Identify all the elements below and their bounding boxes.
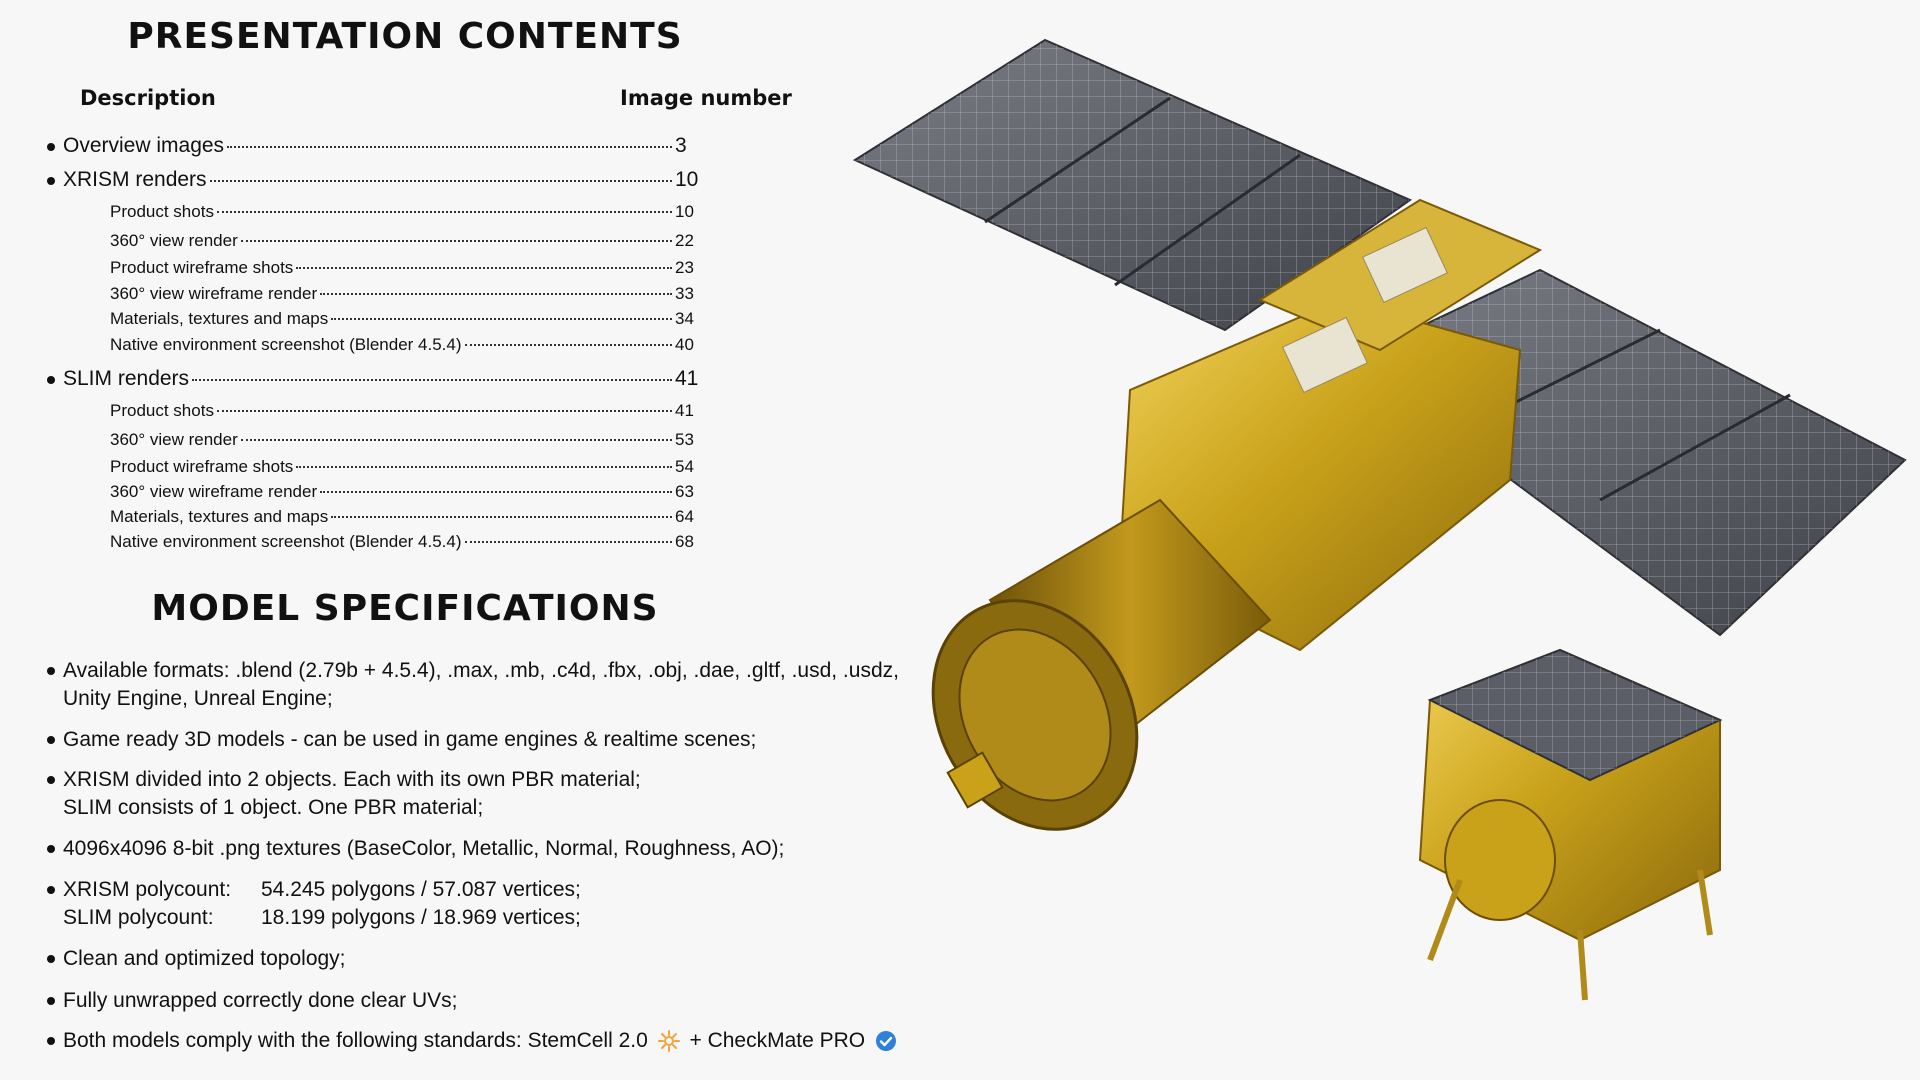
spec-text: Both models comply with the following standards: StemCell 2.0: [63, 1029, 648, 1052]
toc-number: 41: [675, 401, 694, 420]
polycount-row-xrism: [47, 876, 897, 904]
toc-label: SLIM renders: [63, 367, 190, 390]
spec-text: XRISM divided into 2 objects. Each with its own PBR material;: [63, 768, 641, 791]
dotted-leader: [241, 240, 672, 242]
toc-number: 22: [675, 231, 694, 250]
toc-label: Product wireframe shots: [110, 457, 294, 476]
toc-subitem: [110, 430, 701, 450]
dotted-leader: [217, 211, 672, 213]
contents-title: PRESENTATION CONTENTS: [127, 16, 683, 57]
toc-number: 10: [675, 168, 699, 191]
spec-text: Game ready 3D models - can be used in game engines & realtime scenes;: [63, 728, 757, 751]
dotted-leader: [320, 491, 672, 493]
bullet-icon: [47, 736, 55, 744]
image-number-column-header: Image number: [620, 86, 792, 110]
toc-subitem: [110, 258, 701, 278]
toc-number: 33: [675, 284, 694, 303]
toc-label: 360° view render: [110, 430, 238, 449]
toc-label: 360° view wireframe render: [110, 284, 318, 303]
dotted-leader: [296, 466, 672, 468]
spec-game-ready: [47, 726, 897, 754]
toc-number: 34: [675, 309, 694, 328]
bullet-icon: [47, 667, 55, 675]
spec-text: Available formats: .blend (2.79b + 4.5.4), .max, .mb, .c4d, .fbx, .obj, .dae, .gltf, .usd, .usdz,: [63, 659, 899, 682]
toc-subitem: [110, 457, 701, 477]
spec-text: 4096x4096 8-bit .png textures (BaseColor, Metallic, Normal, Roughness, AO);: [63, 837, 785, 860]
toc-number: 68: [675, 532, 694, 551]
spec-objects: [47, 766, 897, 822]
toc-label: Overview images: [63, 134, 225, 157]
polycount-value: 18.199 polygons / 18.969 vertices;: [261, 906, 581, 929]
spec-text: Fully unwrapped correctly done clear UVs;: [63, 989, 458, 1012]
toc-label: Native environment screenshot (Blender 4.5.4): [110, 532, 462, 551]
polycount-row-slim: [47, 904, 897, 932]
toc-label: Product shots: [110, 202, 214, 221]
polycount-label: SLIM polycount:: [63, 906, 214, 929]
toc-label: Product wireframe shots: [110, 258, 294, 277]
spec-textures: [47, 835, 897, 863]
dotted-leader: [465, 541, 672, 543]
polycount-value: 54.245 polygons / 57.087 vertices;: [261, 878, 581, 901]
spec-uvs: [47, 987, 897, 1015]
toc-label: 360° view render: [110, 231, 238, 250]
toc-number: 41: [675, 367, 699, 390]
bullet-icon: [47, 955, 55, 963]
dotted-leader: [320, 293, 672, 295]
dotted-leader: [217, 410, 672, 412]
satellite-render-illustration: [830, 0, 1920, 1080]
dotted-leader: [227, 146, 672, 148]
toc-item-xrism-renders: [47, 168, 701, 192]
dotted-leader: [465, 344, 672, 346]
spec-formats: [47, 657, 897, 713]
toc-label: Materials, textures and maps: [110, 309, 329, 328]
toc-subitem: [110, 309, 701, 329]
bullet-icon: [47, 1037, 55, 1045]
spec-text: + CheckMate PRO: [689, 1029, 866, 1052]
polycount-label: XRISM polycount:: [63, 878, 232, 901]
stemcell-icon: [658, 1030, 680, 1052]
toc-label: XRISM renders: [63, 168, 207, 191]
spec-standards-line: [47, 1027, 897, 1055]
toc-number: 53: [675, 430, 694, 449]
description-column-header: Description: [80, 86, 216, 110]
bullet-icon: [47, 845, 55, 853]
toc-subitem: [110, 532, 701, 552]
toc-subitem: [110, 231, 701, 251]
toc-number: 40: [675, 335, 694, 354]
toc-subitem: [110, 401, 701, 421]
specifications-title: MODEL SPECIFICATIONS: [151, 588, 659, 629]
toc-number: 3: [675, 134, 687, 157]
toc-label: Product shots: [110, 401, 214, 420]
toc-number: 63: [675, 482, 694, 501]
slim-body: [1420, 650, 1720, 1000]
toc-number: 10: [675, 202, 694, 221]
toc-subitem: [110, 284, 701, 304]
toc-item-slim-renders: [47, 367, 701, 391]
bullet-icon: [47, 997, 55, 1005]
bullet-icon: [47, 776, 55, 784]
dotted-leader: [296, 267, 672, 269]
spec-text: Clean and optimized topology;: [63, 947, 346, 970]
toc-number: 64: [675, 507, 694, 526]
toc-subitem: [110, 507, 701, 527]
toc-number: 23: [675, 258, 694, 277]
toc-label: Materials, textures and maps: [110, 507, 329, 526]
toc-subitem: [110, 335, 701, 355]
toc-subitem: [110, 482, 701, 502]
dotted-leader: [210, 180, 672, 182]
spec-text: SLIM consists of 1 object. One PBR material;: [63, 796, 484, 819]
spec-topology: [47, 945, 897, 973]
spec-polycount: [47, 876, 897, 932]
dotted-leader: [331, 318, 672, 320]
dotted-leader: [241, 439, 672, 441]
toc-subitem: [110, 202, 701, 222]
spec-standards: [47, 1027, 897, 1055]
spec-text: Unity Engine, Unreal Engine;: [63, 687, 333, 710]
toc-label: Native environment screenshot (Blender 4.5.4): [110, 335, 462, 354]
toc-label: 360° view wireframe render: [110, 482, 318, 501]
dotted-leader: [192, 379, 672, 381]
bullet-icon: [47, 886, 55, 894]
dotted-leader: [331, 516, 672, 518]
toc-item-overview: [47, 134, 701, 158]
toc-number: 54: [675, 457, 694, 476]
